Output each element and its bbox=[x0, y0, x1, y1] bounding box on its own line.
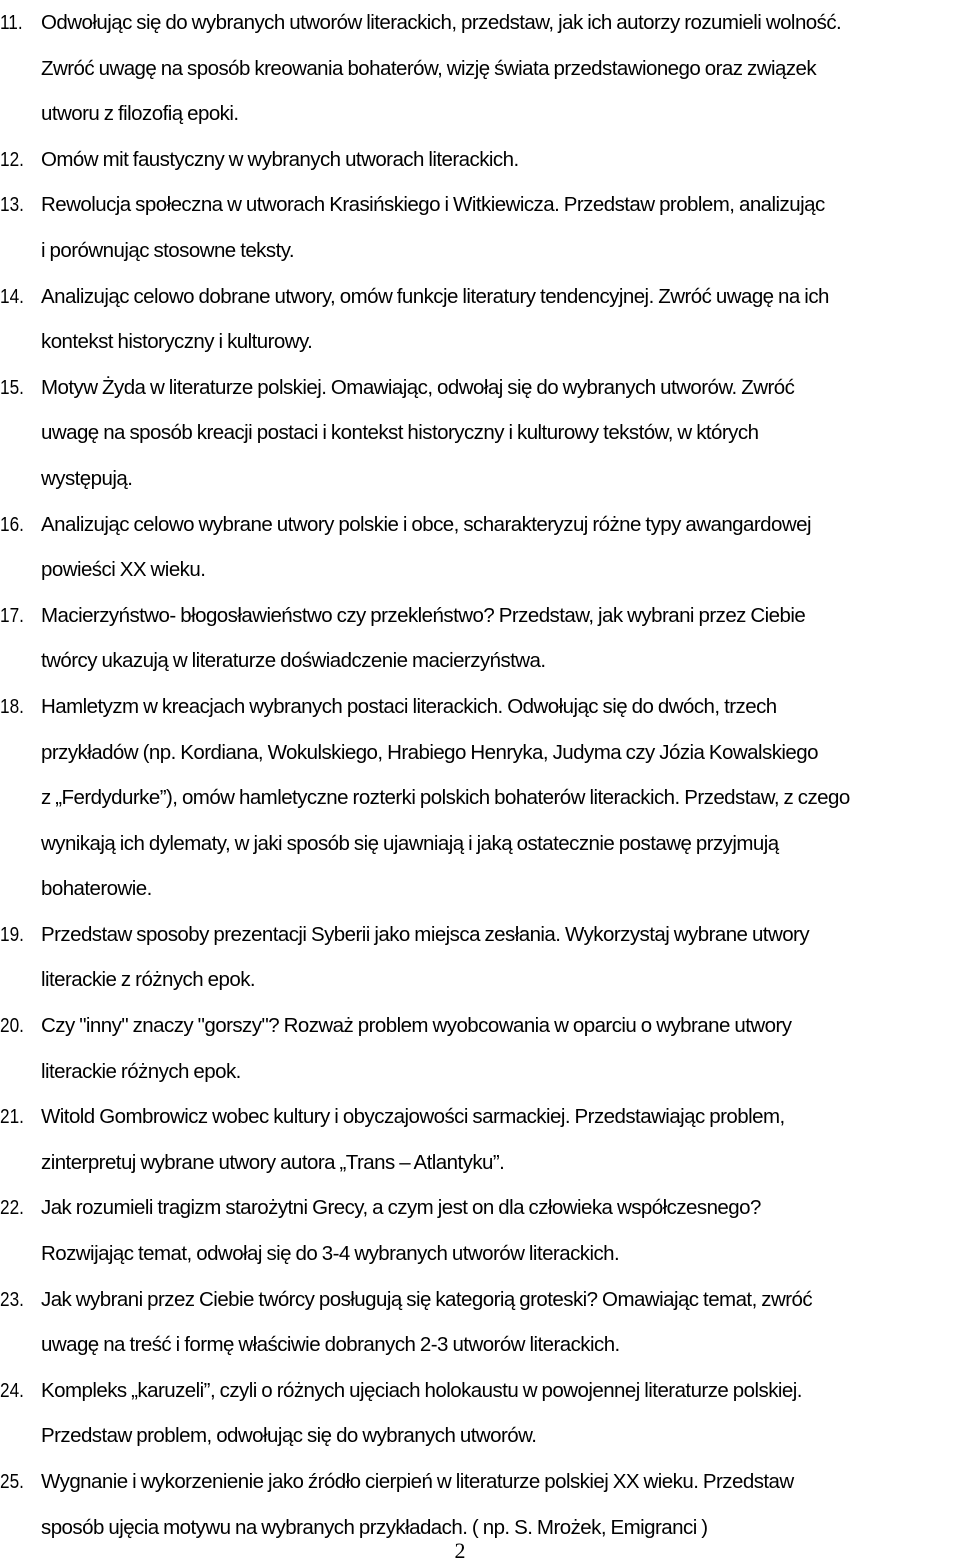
item-text: Jak wybrani przez Ciebie twórcy posługują się kategorią groteski? Omawiając temat, zwróć uwagę na treść i formę właściwie dobranych 2-3 utworów literackich. bbox=[41, 1287, 813, 1357]
list-item bbox=[0, 1185, 960, 1276]
item-text: Odwołując się do wybranych utworów literackich, przedstaw, jak ich autorzy rozumieli wolność. Zwróć uwagę na sposób kreowania bohaterów, wizję świata przedstawionego oraz związek utworu z filozofią epoki. bbox=[41, 11, 842, 126]
item-text: Analizując celowo wybrane utwory polskie i obce, scharakteryzuj różne typy awangardowej powieści XX wieku. bbox=[41, 512, 811, 582]
list-item bbox=[0, 593, 960, 684]
item-text: Przedstaw sposoby prezentacji Syberii jako miejsca zesłania. Wykorzystaj wybrane utwory literackie z różnych epok. bbox=[41, 922, 810, 992]
item-text: Wygnanie i wykorzenienie jako źródło cierpień w literaturze polskiej XX wieku. Przedstaw sposób ujęcia motywu na wybranych przykładach. ( np. S. Mrożek, Emigranci ) bbox=[41, 1470, 794, 1539]
list-item bbox=[0, 1368, 960, 1459]
item-text: Czy "inny" znaczy "gorszy"? Rozważ problem wyobcowania w oparciu o wybrane utwory literackie różnych epok. bbox=[41, 1014, 792, 1083]
item-number: 13. bbox=[0, 193, 24, 217]
list-item bbox=[0, 1277, 960, 1368]
item-text: Kompleks „karuzeli”, czyli o różnych ujęciach holokaustu w powojennej literaturze polskiej. Przedstaw problem, odwołując się do wybranych utworów. bbox=[41, 1378, 802, 1448]
item-text: Rewolucja społeczna w utworach Krasińskiego i Witkiewicza. Przedstaw problem, analizując i porównując stosowne teksty. bbox=[41, 193, 825, 262]
item-number: 18. bbox=[0, 694, 24, 718]
list-item bbox=[0, 1003, 960, 1094]
item-number: 16. bbox=[0, 512, 24, 536]
list-item bbox=[0, 1459, 960, 1550]
list-item bbox=[0, 274, 960, 365]
list-item bbox=[0, 912, 960, 1003]
item-text: Motyw Żyda w literaturze polskiej. Omawiając, odwołaj się do wybranych utworów. Zwróć uwagę na sposób kreacji postaci i kontekst historyczny i kulturowy tekstów, w których występują. bbox=[41, 375, 795, 490]
item-text: Hamletyzm w kreacjach wybranych postaci literackich. Odwołując się do dwóch, trzech przykładów (np. Kordiana, Wokulskiego, Hrabiego Henryka, Judyma czy Józia Kowalskiego z „Ferdydurke”), omów hamletyczne rozterki polskich bohaterów literackich. Przedstaw, z czego wynikają ich dylematy, w jaki sposób się ujawniają i jaką ostatecznie postawę przyjmują bohaterowie. bbox=[41, 694, 850, 901]
item-number: 19. bbox=[0, 922, 24, 946]
item-number: 14. bbox=[0, 284, 24, 308]
item-text: Witold Gombrowicz wobec kultury i obyczajowości sarmackiej. Przedstawiając problem, zinterpretuj wybrane utwory autora „Trans – Atlantyku”. bbox=[41, 1105, 785, 1174]
item-number: 24. bbox=[0, 1378, 24, 1402]
item-number: 17. bbox=[0, 603, 24, 627]
item-number: 11. bbox=[0, 11, 23, 34]
list-item bbox=[0, 137, 960, 183]
list-item bbox=[0, 684, 960, 912]
item-text: Omów mit faustyczny w wybranych utworach literackich. bbox=[41, 147, 519, 171]
page-number: 2 bbox=[454, 1538, 466, 1563]
item-number: 20. bbox=[0, 1014, 24, 1038]
item-number: 23. bbox=[0, 1287, 24, 1311]
item-number: 25. bbox=[0, 1470, 24, 1493]
item-number: 12. bbox=[0, 147, 24, 171]
item-text: Jak rozumieli tragizm starożytni Grecy, a czym jest on dla człowieka współczesnego? Rozwijając temat, odwołaj się do 3-4 wybranych utworów literackich. bbox=[41, 1196, 761, 1266]
list-item bbox=[0, 0, 960, 137]
item-text: Macierzyństwo- błogosławieństwo czy przekleństwo? Przedstaw, jak wybrani przez Ciebie twórcy ukazują w literaturze doświadczenie macierzyństwa. bbox=[41, 603, 806, 673]
item-number: 15. bbox=[0, 375, 24, 399]
item-number: 21. bbox=[0, 1105, 24, 1129]
list-item bbox=[0, 365, 960, 502]
list-item bbox=[0, 1094, 960, 1185]
item-number: 22. bbox=[0, 1196, 24, 1220]
list-item bbox=[0, 182, 960, 273]
item-text: Analizując celowo dobrane utwory, omów funkcje literatury tendencyjnej. Zwróć uwagę na ich kontekst historyczny i kulturowy. bbox=[41, 284, 829, 354]
list-item bbox=[0, 502, 960, 593]
